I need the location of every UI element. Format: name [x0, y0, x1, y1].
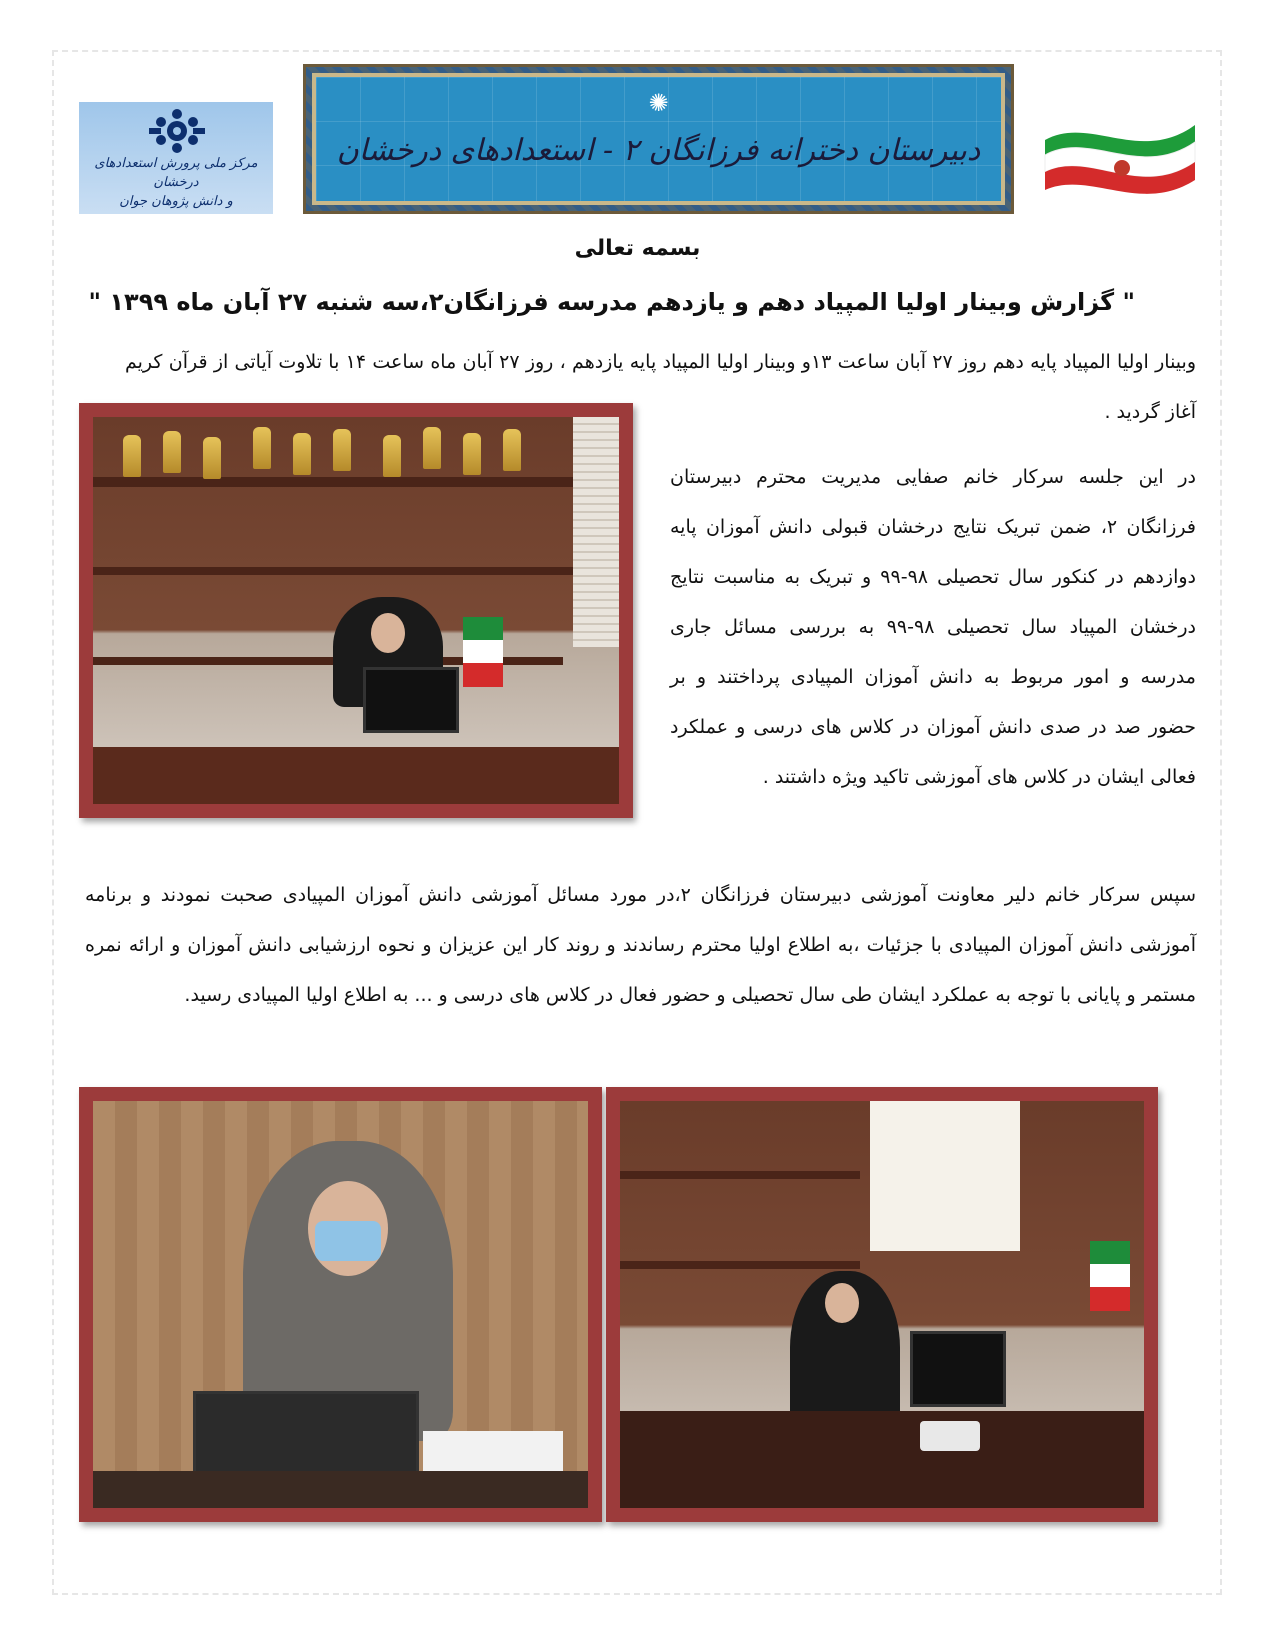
organization-logo — [79, 102, 273, 214]
bismillah-heading: بسمه تعالی — [574, 236, 701, 261]
paragraph-principal-speech: در این جلسه سرکار خانم صفایی مدیریت محترم دبیرستان فرزانگان ۲، ضمن تبریک نتایج درخشان قبولی دانش آموزان پایه دوازدهم در کنکور سال تحصیلی ۹۸-۹۹ و تبریک به مناسبت نتایج درخشان المپیاد سال تحصیلی ۹۸-۹۹ به بررسی مسائل جاری مدرسه و امور مربوط به دانش آموزان المپیادی پرداختند و بر حضور صد در صدی دانش آموزان در کلاس های درسی و عملکرد فعالی ایشان در کلاس های آموزشی تاکید ویژه داشتند . — [670, 466, 1196, 788]
photo-principal-office-image — [93, 417, 619, 804]
photo-deputy — [79, 1087, 602, 1522]
organization-logo-text — [83, 154, 269, 211]
banner-school-name: دبیرستان دخترانه فرزانگان ۲ - استعدادهای درخشان — [336, 133, 981, 168]
logo-text-line-2: و دانش پژوهان جوان — [119, 194, 233, 209]
organization-emblem-icon — [141, 108, 213, 154]
iran-flag-icon — [1040, 110, 1200, 210]
report-title: " گزارش وبینار اولیا المپیاد دهم و یازدهم مدرسه فرزانگان۲،سه شنبه ۲۷ آبان ماه ۱۳۹۹ " — [88, 288, 1135, 316]
banner-emblem-icon: ✺ — [648, 89, 669, 117]
paragraph-deputy-speech: سپس سرکار خانم دلیر معاونت آموزشی دبیرستان فرزانگان ۲،در مورد مسائل آموزشی دانش آموزان المپیادی صحبت نمودند و برنامه آموزشی دانش آموزان المپیادی با جزئیات ،به اطلاع اولیا محترم رساندند و روند کار این عزیزان و نحوه ارزشیابی دانش آموزان و ارائه نمره مستمر و پایانی با توجه به عملکرد ایشان طی سال تحصیلی و حضور فعال در کلاس های درسی و ... به اطلاع اولیا المپیادی رسید. — [85, 884, 1196, 1006]
photo-principal-office — [79, 403, 633, 818]
photo-deputy-image — [93, 1101, 588, 1508]
logo-text-line-1: مرکز ملی پرورش استعدادهای درخشان — [94, 156, 258, 190]
school-banner — [303, 64, 1014, 214]
photo-principal-desk — [606, 1087, 1158, 1522]
photo-principal-desk-image — [620, 1101, 1144, 1508]
paragraph-opening: وبینار اولیا المپیاد پایه دهم روز ۲۷ آبان ساعت ۱۳و وبینار اولیا المپیاد پایه یازدهم ، روز ۲۷ آبان ماه ساعت ۱۴ با تلاوت آیاتی از قرآن کریم آغاز گردید . — [125, 351, 1196, 423]
